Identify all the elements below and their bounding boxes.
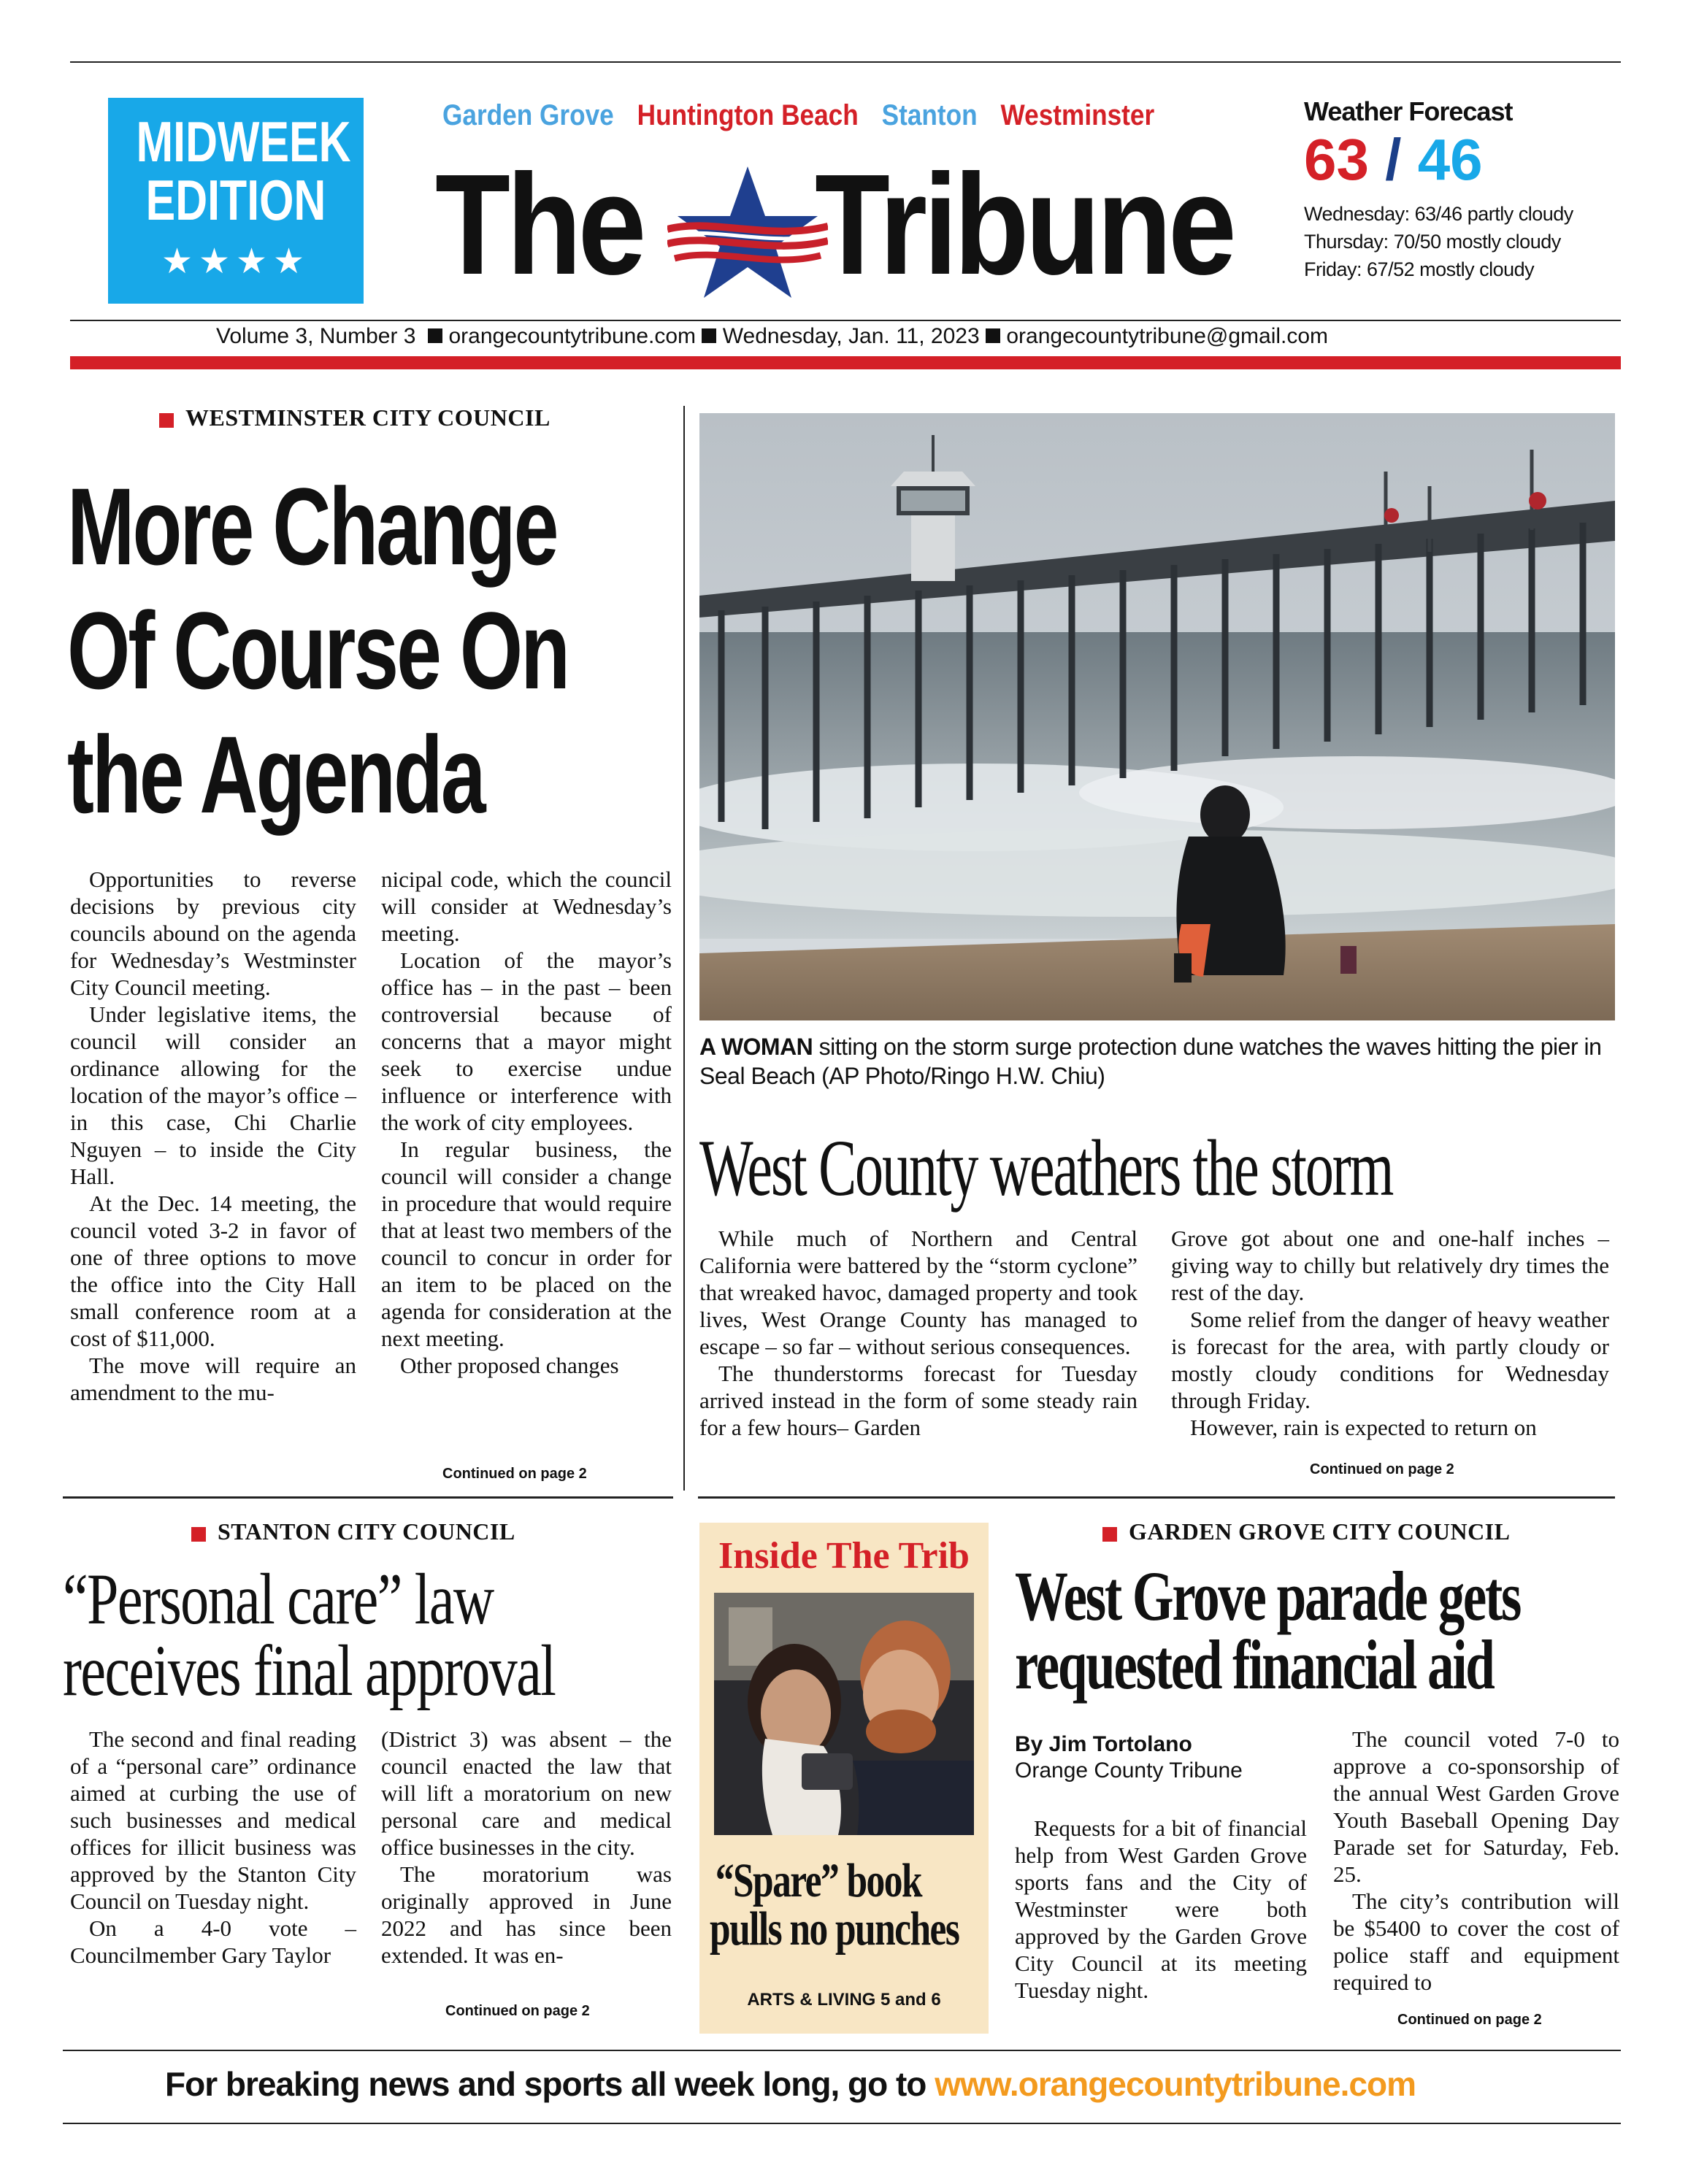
gg-byline: By Jim Tortolano Orange County Tribune	[1015, 1732, 1243, 1783]
stanton-headline: “Personal care” law receives final approval	[63, 1558, 556, 1711]
lead-col-1: Opportunities to reverse decisions by previous city councils abound on the agenda for Wednesday’s Westminster City Council meeting. Under legislative items, the council will consider an ordinance allowing for the location of the mayor’s office – in this case, Chi Charlie Nguyen – to inside the City Hall. At the Dec. 14 meeting, the council voted 3-2 in favor of one of three options to move the office into the City Hall small conference room at a cost of $11,000. The move will require an amendment to the mu-	[70, 866, 356, 1405]
weather-day-2: Thursday: 70/50 mostly cloudy	[1304, 231, 1561, 253]
issue-date: Wednesday, Jan. 11, 2023	[722, 324, 980, 348]
red-band	[70, 356, 1621, 369]
inside-headline: “Spare” book pulls no punches	[710, 1854, 959, 1956]
footer-bottom-rule	[63, 2123, 1621, 2124]
info-top-rule	[70, 320, 1621, 321]
footer-top-rule	[63, 2050, 1621, 2051]
volume-number: Volume 3, Number 3	[216, 324, 416, 348]
footer-banner	[165, 2064, 1416, 2104]
city-list	[442, 99, 1154, 132]
masthead-the: The	[435, 145, 643, 304]
weather-day-1: Wednesday: 63/46 partly cloudy	[1304, 203, 1573, 225]
weather-label: Weather Forecast	[1304, 96, 1513, 126]
mid-rule-right	[698, 1496, 1615, 1499]
star-flag-icon	[667, 159, 828, 305]
inside-ref[interactable]: ARTS & LIVING 5 and 6	[747, 1990, 941, 2010]
inside-photo	[714, 1593, 974, 1835]
section-garden-grove: GARDEN GROVE CITY COUNCIL	[1102, 1518, 1510, 1545]
storm-photo	[699, 413, 1615, 1020]
weather-low: 46	[1417, 127, 1483, 192]
weather-day-3: Friday: 67/52 mostly cloudy	[1304, 258, 1535, 280]
gg-col-2: The council voted 7-0 to approve a co-sponsorship of the annual West Garden Grove Youth Baseball Opening Day Parade set for Saturday, Feb. 25. The city’s contribution will be $5400 to cover the cost of police staff and equipment required to	[1333, 1726, 1619, 1995]
gg-headline: West Grove parade gets requested financial aid	[1015, 1557, 1521, 1704]
masthead-title	[435, 145, 1238, 304]
weather-high: 63	[1304, 127, 1369, 192]
lead-headline: More Change Of Course On the Agenda	[67, 465, 569, 836]
photo-caption: A WOMAN sitting on the storm surge protection dune watches the waves hitting the pier in Seal Beach (AP Photo/Ringo H.W. Chiu)	[699, 1034, 1602, 1089]
storm-col-2: Grove got about one and one-half inches – giving way to chilly but relatively dry times the rest of the day. Some relief from the danger of heavy weather is forecast for the area, with partly cloudy or mostly cloudy conditions for Wednesday through Friday. However, rain is expected to return on	[1171, 1226, 1609, 1440]
edition-line-1: MIDWEEK	[136, 109, 351, 174]
lead-continued[interactable]: Continued on page 2	[442, 1466, 587, 1482]
gg-continued[interactable]: Continued on page 2	[1397, 2012, 1542, 2028]
city-stanton: Stanton	[881, 99, 978, 131]
city-garden-grove: Garden Grove	[442, 99, 614, 131]
storm-continued[interactable]: Continued on page 2	[1310, 1461, 1454, 1477]
city-huntington-beach: Huntington Beach	[637, 99, 859, 131]
city-westminster: Westminster	[1000, 99, 1155, 131]
column-divider-top	[683, 406, 685, 1491]
edition-line-2: EDITION	[145, 168, 326, 232]
inside-the-trib-box[interactable]	[699, 1523, 989, 2034]
inside-title: Inside The Trib	[718, 1535, 970, 1577]
section-stanton: STANTON CITY COUNCIL	[191, 1518, 515, 1545]
info-line	[216, 324, 1328, 349]
storm-headline: West County weathers the storm	[699, 1123, 1393, 1212]
weather-forecast	[1304, 96, 1625, 283]
storm-col-1: While much of Northern and Central California were battered by the “storm cyclone” that wreaked havoc, damaged property and took lives, West Orange County has managed to escape – so far – without serious consequences. The thunderstorms forecast for Tuesday arrived instead in the form of some steady rain for a few hours– Garden	[699, 1226, 1138, 1440]
stanton-col-1: The second and final reading of a “personal care” ordinance aimed at curbing the use of such businesses and medical offices for illicit business was approved by the Stanton City Council on Tuesday night. On a 4-0 vote – Councilmember Gary Taylor	[70, 1726, 356, 1968]
email-link[interactable]: orangecountytribune@gmail.com	[1006, 324, 1329, 348]
site-link[interactable]: orangecountytribune.com	[448, 324, 697, 348]
footer-text: For breaking news and sports all week long, go to	[165, 2065, 927, 2103]
footer-url[interactable]: www.orangecountytribune.com	[935, 2065, 1416, 2103]
edition-stars: ★★★★	[161, 242, 311, 281]
midweek-edition-badge	[108, 98, 364, 304]
stanton-col-2: (District 3) was absent – the council enacted the law that will lift a moratorium on new personal care and medical office businesses in the city. The moratorium was originally approved in June 2022 and has since been extended. It was en-	[381, 1726, 672, 1968]
lead-col-2: nicipal code, which the council will consider at Wednesday’s meeting. Location of the mayor’s office has – in the past – been controversial because of concerns that a mayor might seek to exercise undue influence or interference with the work of city employees. In regular business, the council will consider a change in procedure that would require that at least two members of the council to concur in order for an item to be placed on the agenda for consideration at the next meeting. Other proposed changes	[381, 866, 672, 1378]
weather-sep: /	[1385, 127, 1402, 192]
gg-col-1: Requests for a bit of financial help from West Garden Grove sports fans and the City of Westminster were both approved by the Garden Grove City Council at its meeting Tuesday night.	[1015, 1815, 1307, 2003]
top-rule	[70, 61, 1621, 63]
section-westminster: WESTMINSTER CITY COUNCIL	[159, 404, 550, 431]
mid-rule-left	[63, 1496, 673, 1499]
stanton-continued[interactable]: Continued on page 2	[445, 2003, 590, 2019]
masthead-tribune: Tribune	[815, 145, 1233, 304]
